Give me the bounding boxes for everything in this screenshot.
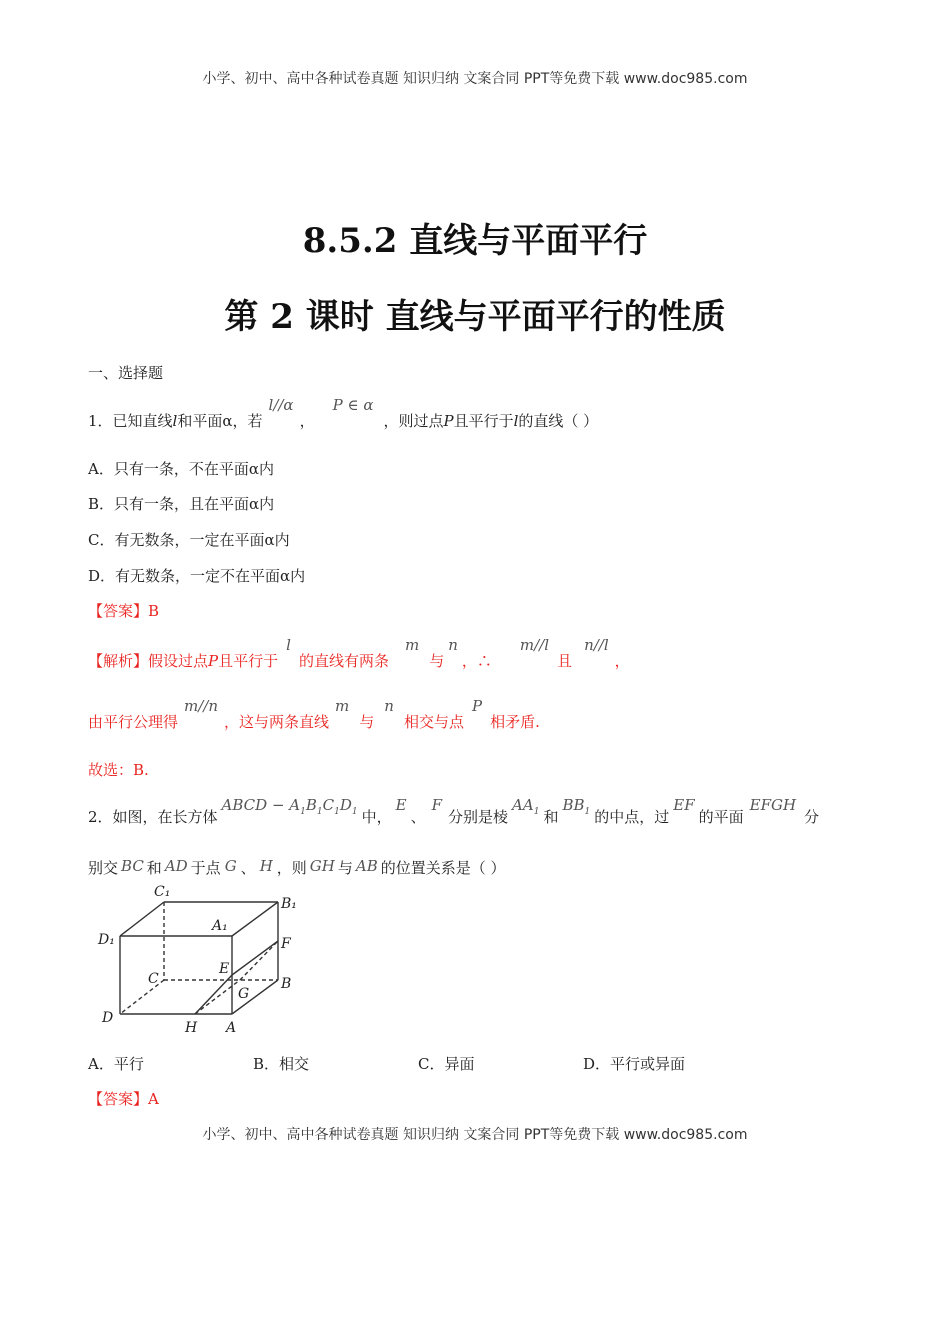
- q2-answer: 【答案】A: [88, 1090, 159, 1108]
- label-b1: B₁: [281, 896, 297, 912]
- q1-exp-a: 假设过点: [148, 652, 209, 670]
- q1-exp-b: 且平行于: [218, 652, 279, 670]
- q1-exp2-c: 相交与点: [403, 713, 464, 731]
- segment-g-f-hidden: [240, 941, 278, 980]
- q2-zhong: 中，: [361, 808, 392, 826]
- q2-sub-b1: 1: [316, 807, 323, 817]
- q1-comma: ，: [299, 412, 315, 430]
- q1-exp2-n: n: [384, 697, 394, 715]
- q2-option-d: D．平行或异面: [583, 1055, 686, 1073]
- q1-exp2-mn: m//n: [184, 697, 219, 715]
- segment-e-f: [232, 941, 278, 975]
- q2-l2-a: 别交: [88, 859, 119, 877]
- q2-yu: 与: [337, 859, 353, 877]
- q1-exp-c: 的直线有两条: [298, 652, 389, 670]
- q1-exp-therefore: ，∴: [461, 652, 492, 670]
- q2-edge-aa1: [508, 796, 543, 817]
- q2-text-4: 的平面: [698, 808, 744, 826]
- q1-text-1: 1．已知直线: [88, 412, 173, 430]
- q2-edge-aa1-sub: 1: [533, 807, 540, 817]
- q2-point-e: E: [395, 796, 407, 814]
- q2-text-2: 分别是棱: [448, 808, 509, 826]
- q2-sub-a1: 1: [300, 807, 306, 817]
- label-d: D: [102, 1010, 114, 1026]
- q1-option-a: A．只有一条，不在平面α内: [88, 460, 274, 478]
- label-a: A: [226, 1020, 237, 1036]
- label-h: H: [185, 1020, 198, 1036]
- q1-stem: [88, 396, 599, 431]
- q1-text-4: ，则过点: [383, 412, 444, 430]
- q1-exp-nl: n//l: [584, 636, 609, 654]
- section-heading: 一、选择题: [88, 364, 164, 382]
- q1-exp-label: 【解析】: [88, 652, 149, 670]
- q2-segment-ef: EF: [673, 796, 695, 814]
- q1-option-c: C．有无数条，一定在平面α内: [88, 531, 290, 549]
- q2-he: 和: [543, 808, 559, 826]
- q1-cond-parallel: l//α: [268, 396, 294, 414]
- q1-exp2-d: 相矛盾.: [490, 713, 540, 731]
- q2-solid-b: B: [305, 796, 317, 814]
- q2-l2-c: ，则: [276, 859, 307, 877]
- q2-solid-c: C: [322, 796, 335, 814]
- q1-line-l-2: l: [513, 412, 519, 430]
- label-e: E: [219, 961, 230, 977]
- q2-he2: 和: [146, 859, 162, 877]
- q2-edge-aa1-base: AA: [512, 796, 534, 814]
- q1-exp-n: n: [448, 636, 458, 654]
- label-g: G: [238, 986, 250, 1002]
- q2-dun2: 、: [240, 859, 256, 877]
- q2-stem-line2: [88, 857, 506, 878]
- q1-exp2-p: P: [471, 697, 483, 715]
- q2-option-b: B．相交: [253, 1055, 310, 1073]
- q2-plane-efgh: EFGH: [749, 796, 797, 814]
- q2-edge-bb1-base: BB: [562, 796, 585, 814]
- q1-alpha: α: [222, 412, 233, 430]
- label-d1: D₁: [98, 932, 115, 948]
- q2-solid-name: [218, 796, 362, 817]
- q2-edge-ad: AD: [164, 857, 188, 875]
- q1-cond-point: P ∈ α: [332, 396, 374, 414]
- segment-h-e: [195, 975, 232, 1014]
- q1-option-b: B．只有一条，且在平面α内: [88, 495, 275, 513]
- q1-explanation-line2: [88, 697, 540, 732]
- page-title: 8.5.2 直线与平面平行: [302, 221, 648, 261]
- q2-point-f: F: [431, 796, 443, 814]
- q2-l2-d: 的位置关系是（ ）: [380, 859, 506, 877]
- segment-h-g-hidden: [195, 980, 240, 1014]
- q1-line-l: l: [172, 412, 178, 430]
- q2-edge-bc: BC: [121, 857, 144, 875]
- q1-text-3: ，若: [232, 412, 263, 430]
- q2-option-a: A．平行: [88, 1055, 144, 1073]
- label-b: B: [281, 976, 292, 992]
- q2-stem-line1: [88, 796, 820, 829]
- q1-option-d: D．有无数条，一定不在平面α内: [88, 567, 306, 585]
- q2-l2-b: 于点: [190, 859, 221, 877]
- cuboid-figure: [90, 880, 310, 1040]
- page-subtitle: 第 2 课时 直线与平面平行的性质: [224, 297, 726, 337]
- q1-exp2-b: ，这与两条直线: [224, 713, 330, 731]
- q1-exp-m: m: [404, 636, 420, 654]
- label-c: C: [148, 971, 159, 987]
- edge-d1-c1: [120, 902, 164, 936]
- q2-segment-ab: AB: [355, 857, 378, 875]
- q2-option-c: C．异面: [418, 1055, 475, 1073]
- q2-text-3: 的中点，过: [594, 808, 670, 826]
- q1-exp-comma: ，: [614, 652, 630, 670]
- q2-sub-d1: 1: [351, 807, 358, 817]
- q2-segment-gh: GH: [309, 857, 335, 875]
- label-c1: C₁: [154, 884, 171, 900]
- q2-point-g: G: [224, 857, 237, 875]
- q2-text-1: 2．如图，在长方体: [88, 808, 218, 826]
- label-f: F: [281, 936, 291, 952]
- header-banner: 小学、初中、高中各种试卷真题 知识归纳 文案合同 PPT等免费下载 www.doc985.com: [202, 71, 748, 87]
- q1-text-2: 和平面: [177, 412, 223, 430]
- q1-exp2-m: m: [335, 697, 350, 715]
- label-a1: A₁: [212, 918, 228, 934]
- q1-exp2-a: 由平行公理得: [88, 713, 179, 731]
- footer-banner: 小学、初中、高中各种试卷真题 知识归纳 文案合同 PPT等免费下载 www.doc985.com: [202, 1127, 748, 1143]
- q1-exp2-yu: 与: [359, 713, 375, 731]
- q1-exp-yu: 与: [429, 652, 445, 670]
- q2-solid-d: D: [339, 796, 352, 814]
- q2-dun: 、: [410, 808, 426, 826]
- q1-explanation-line1: [88, 636, 630, 671]
- q1-exp-qie: 且: [557, 652, 573, 670]
- q1-conclusion: 故选：B.: [88, 761, 149, 779]
- q1-point-p: P: [443, 412, 454, 430]
- q1-exp-ml: m//l: [519, 636, 550, 654]
- edge-b1-a1: [232, 902, 278, 936]
- q1-exp-p: P: [208, 652, 219, 670]
- q2-text-5: 分: [804, 808, 820, 826]
- q1-text-6: 的直线（ ）: [518, 412, 599, 430]
- q2-edge-bb1: [558, 796, 594, 817]
- q1-exp-l: l: [286, 636, 291, 654]
- q1-text-5: 且平行于: [453, 412, 514, 430]
- q1-answer: 【答案】B: [88, 602, 160, 620]
- q2-sub-c1: 1: [334, 807, 340, 817]
- q2-solid-base: ABCD − A: [221, 796, 301, 814]
- q2-point-h: H: [259, 857, 273, 875]
- q2-edge-bb1-sub: 1: [584, 807, 591, 817]
